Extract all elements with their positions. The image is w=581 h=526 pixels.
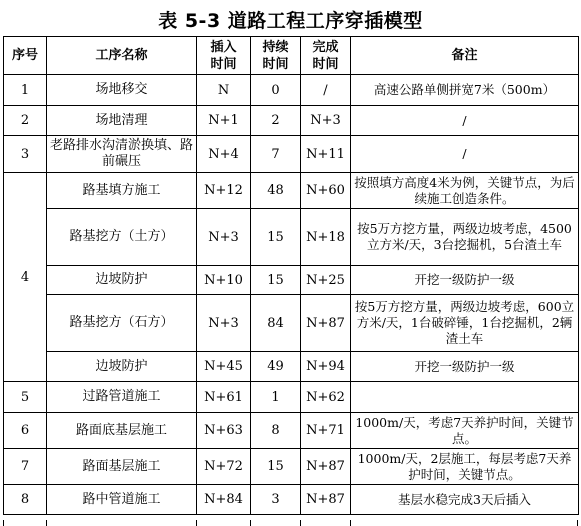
page-title: 表 5-3 道路工程工序穿插模型 — [158, 10, 423, 32]
cell-duration: 8 — [251, 413, 301, 449]
cell-name: 场地清理 — [47, 106, 197, 136]
cell-finish: N+94 — [301, 352, 351, 382]
cell-duration: 0 — [251, 75, 301, 106]
cell-name: 路面基层施工 — [47, 449, 197, 485]
cell-insert: N — [197, 75, 251, 106]
table-row — [4, 75, 579, 106]
table-row — [4, 413, 579, 449]
table-continuation-edge — [3, 520, 578, 526]
cell-name: 路基挖方（石方） — [47, 295, 197, 352]
header-duration-line1: 持续 — [262, 39, 289, 55]
column-divider — [350, 520, 351, 526]
cell-name: 边坡防护 — [47, 266, 197, 295]
cell-finish: / — [301, 75, 351, 106]
cell-name: 边坡防护 — [47, 352, 197, 382]
cell-insert: N+10 — [197, 266, 251, 295]
cell-note: 按照填方高度4米为例，关键节点，为后续施工创造条件。 — [351, 173, 579, 209]
header-finish — [301, 37, 351, 75]
cell-insert: N+63 — [197, 413, 251, 449]
cell-note — [351, 382, 579, 413]
header-duration — [251, 37, 301, 75]
cell-insert: N+1 — [197, 106, 251, 136]
cell-name: 路面底基层施工 — [47, 413, 197, 449]
cell-finish: N+18 — [301, 209, 351, 266]
cell-duration: 49 — [251, 352, 301, 382]
cell-seq: 7 — [4, 449, 47, 485]
cell-note: / — [351, 106, 579, 136]
cell-insert: N+45 — [197, 352, 251, 382]
cell-name: 老路排水沟清淤换填、路前碾压 — [47, 136, 197, 173]
cell-name: 路基填方施工 — [47, 173, 197, 209]
header-seq: 序号 — [4, 37, 47, 75]
cell-finish: N+87 — [301, 449, 351, 485]
column-divider — [250, 520, 251, 526]
table-row — [4, 266, 579, 295]
column-divider — [46, 520, 47, 526]
header-duration-line2: 时间 — [262, 56, 289, 72]
cell-insert: N+4 — [197, 136, 251, 173]
table-row — [4, 106, 579, 136]
cell-seq: 1 — [4, 75, 47, 106]
table-row — [4, 485, 579, 515]
cell-name: 过路管道施工 — [47, 382, 197, 413]
cell-name: 路基挖方（土方） — [47, 209, 197, 266]
cell-insert: N+84 — [197, 485, 251, 515]
cell-insert: N+72 — [197, 449, 251, 485]
table-row — [4, 136, 579, 173]
cell-duration: 15 — [251, 266, 301, 295]
cell-seq: 2 — [4, 106, 47, 136]
cell-duration: 7 — [251, 136, 301, 173]
cell-note: 按5万方挖方量，两级边坡考虑，4500立方米/天，3台挖掘机，5台渣土车 — [351, 209, 579, 266]
cell-seq: 5 — [4, 382, 47, 413]
cell-finish: N+87 — [301, 485, 351, 515]
cell-seq: 6 — [4, 413, 47, 449]
cell-finish: N+60 — [301, 173, 351, 209]
header-insert — [197, 37, 251, 75]
cell-finish: N+62 — [301, 382, 351, 413]
cell-duration: 15 — [251, 209, 301, 266]
cell-duration: 48 — [251, 173, 301, 209]
column-divider — [196, 520, 197, 526]
cell-insert: N+12 — [197, 173, 251, 209]
cell-note: 开挖一级防护一级 — [351, 352, 579, 382]
cell-duration: 1 — [251, 382, 301, 413]
cell-finish: N+25 — [301, 266, 351, 295]
column-divider — [300, 520, 301, 526]
cell-duration: 3 — [251, 485, 301, 515]
cell-note: 高速公路单侧拼宽7米（500m） — [351, 75, 579, 106]
cell-insert: N+61 — [197, 382, 251, 413]
cell-duration: 15 — [251, 449, 301, 485]
table-row — [4, 173, 579, 209]
cell-duration: 2 — [251, 106, 301, 136]
cell-finish: N+3 — [301, 106, 351, 136]
cell-duration: 84 — [251, 295, 301, 352]
header-row — [4, 37, 579, 75]
cell-finish: N+71 — [301, 413, 351, 449]
table-row — [4, 352, 579, 382]
table-row — [4, 295, 579, 352]
cell-note: 1000m/天，2层施工，每层考虑7天养护时间，关键节点。 — [351, 449, 579, 485]
cell-finish: N+87 — [301, 295, 351, 352]
cell-name: 路中管道施工 — [47, 485, 197, 515]
table-row — [4, 449, 579, 485]
header-finish-line1: 完成 — [312, 39, 339, 55]
cell-note: 按5万方挖方量，两级边坡考虑，600立方米/天，1台破碎锤，1台挖掘机，2辆渣土车 — [351, 295, 579, 352]
cell-insert: N+3 — [197, 295, 251, 352]
cell-note: 1000m/天，考虑7天养护时间，关键节点。 — [351, 413, 579, 449]
header-name: 工序名称 — [47, 37, 197, 75]
header-note: 备注 — [351, 37, 579, 75]
table-row — [4, 382, 579, 413]
process-table — [3, 36, 579, 515]
cell-note: 基层水稳完成3天后插入 — [351, 485, 579, 515]
header-insert-line2: 时间 — [210, 56, 237, 72]
cell-name: 场地移交 — [47, 75, 197, 106]
cell-seq: 8 — [4, 485, 47, 515]
table-row — [4, 209, 579, 266]
header-finish-line2: 时间 — [312, 56, 339, 72]
cell-note: 开挖一级防护一级 — [351, 266, 579, 295]
cell-note: / — [351, 136, 579, 173]
header-insert-line1: 插入 — [210, 39, 237, 55]
cell-finish: N+11 — [301, 136, 351, 173]
cell-seq: 3 — [4, 136, 47, 173]
cell-insert: N+3 — [197, 209, 251, 266]
cell-seq: 4 — [4, 173, 47, 382]
